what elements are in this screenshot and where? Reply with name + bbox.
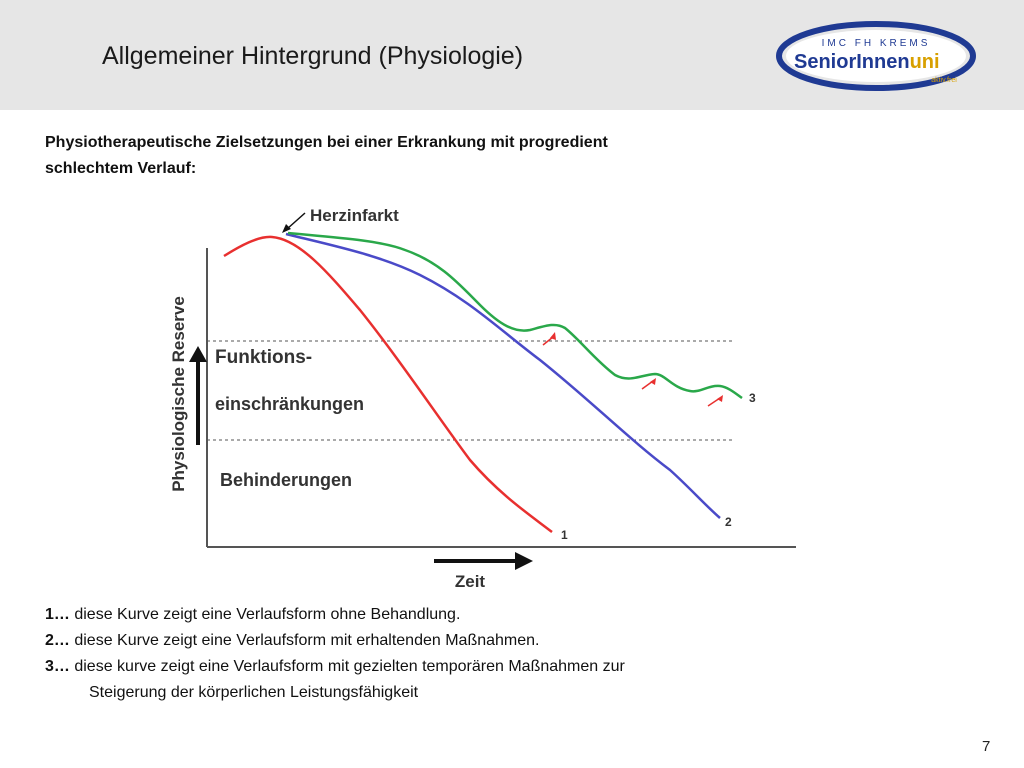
subtitle-line-1: Physiotherapeutische Zielsetzungen bei einer Erkrankung mit progredient: [45, 134, 608, 151]
x-axis-label: Zeit: [454, 572, 486, 591]
curve-3-targeted: [288, 233, 742, 398]
slide-title: Allgemeiner Hintergrund (Physiologie): [102, 42, 524, 70]
caption-2-number: 2…: [45, 632, 70, 649]
logo-tagline: aktiv.frei: [931, 77, 957, 84]
curve-label-2: 2: [725, 515, 732, 529]
caption-1: [45, 602, 625, 628]
red-arrow-3: [708, 395, 723, 406]
caption-1-number: 1…: [45, 606, 70, 623]
subtitle-line-2: schlechtem Verlauf:: [45, 160, 197, 177]
caption-3-text: diese kurve zeigt eine Verlaufsform mit gezielten temporären Maßnahmen zur: [69, 658, 625, 675]
event-pointer-arrowhead: [282, 224, 291, 233]
caption-1-text: diese Kurve zeigt eine Verlaufsform ohne Behandlung.: [69, 606, 461, 623]
red-arrow-2: [642, 378, 656, 389]
logo-line1: IMC FH KREMS: [821, 38, 931, 49]
x-axis-arrow-head: [515, 552, 533, 570]
curve-label-3: 3: [749, 391, 756, 405]
curve-label-1: 1: [561, 528, 568, 542]
page-number: 7: [982, 738, 991, 755]
caption-2: [45, 628, 625, 654]
event-label-herzinfarkt: Herzinfarkt: [310, 206, 399, 225]
zone-functional-label-1: Funktions-: [215, 347, 313, 368]
zone-disability-label: Behinderungen: [220, 470, 353, 490]
y-axis-label: Physiologische Reserve: [169, 296, 188, 492]
caption-3-number: 3…: [45, 658, 70, 675]
caption-2-text: diese Kurve zeigt eine Verlaufsform mit erhaltenden Maßnahmen.: [69, 632, 540, 649]
y-axis-arrow-head: [189, 346, 207, 362]
event-pointer-arrow: [287, 213, 305, 229]
caption-3: [45, 654, 625, 680]
caption-3-continuation: Steigerung der körperlichen Leistungsfähigkeit: [89, 684, 419, 701]
zone-functional-label-2: einschränkungen: [215, 394, 365, 414]
curve-captions: [45, 602, 625, 706]
logo-line2-accent: uni: [909, 51, 940, 73]
red-arrow-1: [543, 332, 556, 345]
logo-line2-main: SeniorInnen: [794, 51, 910, 73]
